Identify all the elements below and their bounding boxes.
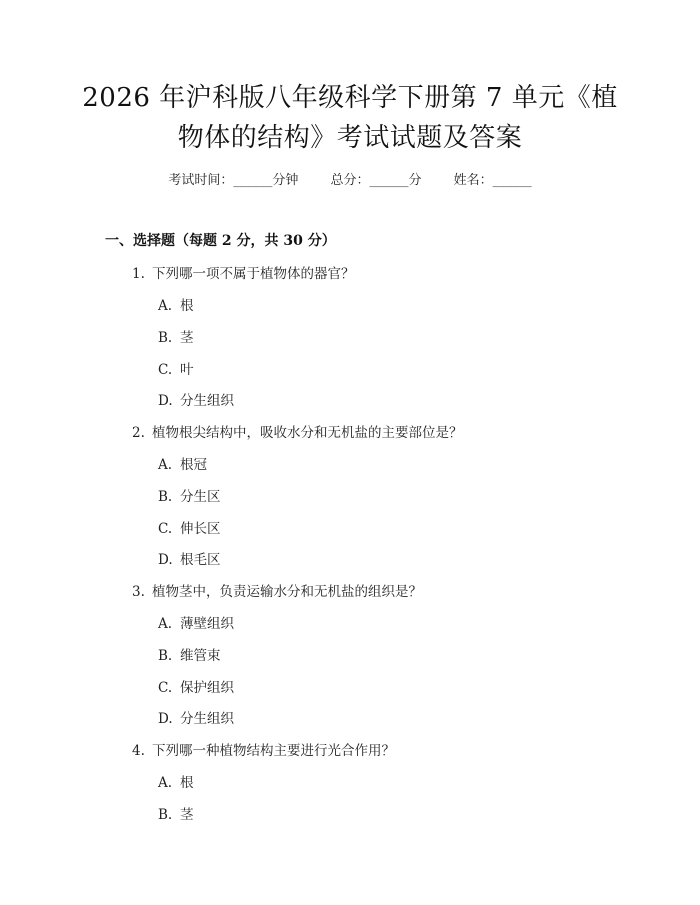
question-number: 3. <box>132 584 145 600</box>
question-3 <box>132 580 422 600</box>
option-item <box>158 676 234 696</box>
option-letter: A. <box>158 775 173 791</box>
option-text: 茎 <box>180 807 194 823</box>
option-item <box>158 707 234 727</box>
question-text: 植物茎中，负责运输水分和无机盐的组织是？ <box>152 584 422 600</box>
option-item <box>158 389 234 409</box>
section-heading: 一、选择题（每题 2 分，共 30 分） <box>105 233 336 249</box>
question-4 <box>132 739 395 759</box>
option-letter: B. <box>158 489 173 505</box>
option-letter: D. <box>158 552 173 568</box>
option-item <box>158 517 221 537</box>
option-text: 叶 <box>180 362 194 378</box>
option-text: 薄壁组织 <box>180 616 234 632</box>
title-line-1: 2026 年沪科版八年级科学下册第 7 单元《植 <box>82 83 618 113</box>
question-text: 下列哪一项不属于植物体的器官？ <box>152 266 355 282</box>
option-letter: C. <box>158 680 173 696</box>
option-letter: A. <box>158 298 173 314</box>
option-item <box>158 358 194 378</box>
option-text: 根冠 <box>180 457 207 473</box>
option-letter: B. <box>158 807 173 823</box>
option-letter: B. <box>158 330 173 346</box>
exam-meta <box>0 169 700 188</box>
exam-total-score: 总分：______分 <box>330 173 422 188</box>
option-text: 分生组织 <box>180 711 234 727</box>
title-line-2: 物体的结构》考试试题及答案 <box>177 123 523 153</box>
option-letter: A. <box>158 616 173 632</box>
exam-name: 姓名：______ <box>453 173 532 188</box>
option-letter: B. <box>158 648 173 664</box>
option-item <box>158 485 221 505</box>
option-letter: A. <box>158 457 173 473</box>
question-text: 下列哪一种植物结构主要进行光合作用？ <box>152 743 395 759</box>
option-letter: C. <box>158 362 173 378</box>
option-letter: D. <box>158 711 173 727</box>
question-number: 2. <box>132 425 145 441</box>
option-item <box>158 326 194 346</box>
option-text: 分生区 <box>180 489 221 505</box>
option-text: 根 <box>180 775 194 791</box>
option-item <box>158 771 194 791</box>
option-text: 保护组织 <box>180 680 234 696</box>
option-item <box>158 803 194 823</box>
option-item <box>158 612 234 632</box>
question-text: 植物根尖结构中，吸收水分和无机盐的主要部位是？ <box>152 425 463 441</box>
question-1 <box>132 262 355 282</box>
option-letter: D. <box>158 393 173 409</box>
option-item <box>158 644 221 664</box>
option-item <box>158 294 194 314</box>
option-text: 茎 <box>180 330 194 346</box>
question-2 <box>132 421 463 441</box>
question-number: 4. <box>132 743 145 759</box>
option-item <box>158 548 221 568</box>
question-number: 1. <box>132 266 145 282</box>
option-item <box>158 453 207 473</box>
option-text: 分生组织 <box>180 393 234 409</box>
option-letter: C. <box>158 521 173 537</box>
option-text: 根 <box>180 298 194 314</box>
option-text: 伸长区 <box>180 521 221 537</box>
option-text: 维管束 <box>180 648 221 664</box>
exam-time: 考试时间：______分钟 <box>168 173 299 188</box>
option-text: 根毛区 <box>180 552 221 568</box>
page-title <box>60 78 640 158</box>
